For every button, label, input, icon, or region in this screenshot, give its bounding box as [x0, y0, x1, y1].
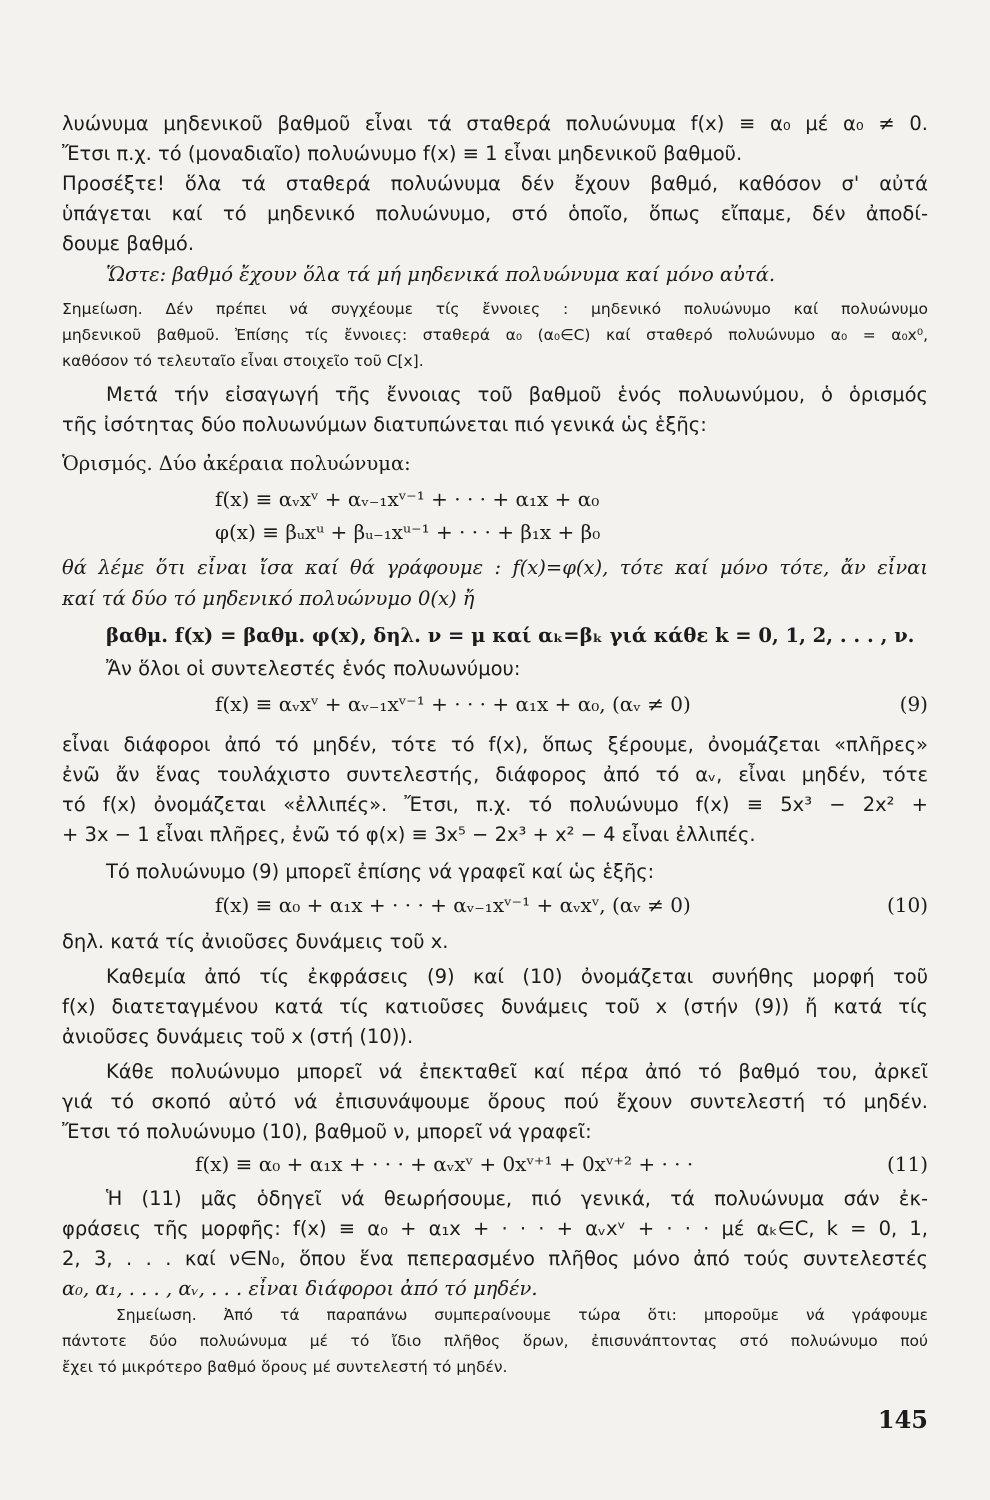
note-line-3: καθόσον τό τελευταῖο εἶναι στοιχεῖο τοῦ C[x]. [62, 352, 424, 370]
text-line-3: Προσέξτε! ὅλα τά σταθερά πολυώνυμα δέν ἔχουν βαθμό, καθόσον σ' αὐτά [62, 172, 928, 195]
equation-phi: φ(x) ≡ βᵤxᵘ + βᵤ₋₁xᵘ⁻¹ + · · · + β₁x + β₀ [215, 520, 601, 544]
page-number: 145 [877, 1405, 928, 1434]
text-line-9: καί τά δύο τό μηδενικό πολυώνυμο 0(x) ἤ [62, 587, 475, 610]
equation-f: f(x) ≡ αᵥxᵛ + αᵥ₋₁xᵛ⁻¹ + · · · + α₁x + α₀ [215, 487, 600, 511]
text-line-4: ὑπάγεται καί τό μηδενικό πολυώνυμο, στό ὁποῖο, ὅπως εἴπαμε, δέν ἀποδί- [62, 202, 928, 225]
text-line-11: εἶναι διάφοροι ἀπό τό μηδέν, τότε τό f(x), ὅπως ξέρουμε, ὀνομάζεται «πλῆρες» [62, 733, 928, 756]
equality-condition: βαθμ. f(x) = βαθμ. φ(x), δηλ. ν = μ καί αₖ=βₖ γιά κάθε k = 0, 1, 2, . . . , ν. [106, 624, 915, 647]
note-line-2: μηδενικοῦ βαθμοῦ. Ἐπίσης τίς ἔννοιες: σταθερά α₀ (α₀∈C) καί σταθερό πολυώνυμο α₀ = α₀x⁰, [62, 326, 928, 344]
text-line-25: 2, 3, . . . καί ν∈N₀, ὅπου ἕνα πεπερασμένο πλῆθος μόνο ἀπό τούς συντελεστές [62, 1247, 928, 1270]
text-line-2: Ἔτσι π.χ. τό (μοναδιαῖο) πολυώνυμο f(x) ≡ 1 εἶναι μηδενικοῦ βαθμοῦ. [62, 142, 743, 165]
text-line-26: α₀, α₁, . . . , αᵥ, . . . εἶναι διάφοροι ἀπό τό μηδέν. [62, 1277, 538, 1300]
note-line-1: Σημείωση. Δέν πρέπει νά συγχέουμε τίς ἔννοιες : μηδενικό πολυώνυμο καί πολυώνυμο [62, 300, 928, 318]
text-line-6: Μετά τήν εἰσαγωγή τῆς ἔννοιας τοῦ βαθμοῦ ἑνός πολυωνύμου, ὁ ὁρισμός [106, 383, 928, 406]
note2-line-2: πάντοτε δύο πολυώνυμα μέ τό ἴδιο πλῆθος ὅρων, ἐπισυνάπτοντας στό πολυώνυμο πού [62, 1332, 928, 1350]
text-line-19: ἀνιοῦσες δυνάμεις τοῦ x (στή (10)). [62, 1025, 414, 1048]
text-line-17: Καθεμία ἀπό τίς ἐκφράσεις (9) καί (10) ὀνομάζεται συνήθης μορφή τοῦ [106, 965, 928, 988]
equation-9: f(x) ≡ αᵥxᵛ + αᵥ₋₁xᵛ⁻¹ + · · · + α₁x + α₀, (αᵥ ≠ 0) [215, 692, 691, 716]
conclusion-line: Ὥστε: βαθμό ἔχουν ὅλα τά μή μηδενικά πολυώνυμα καί μόνο αὐτά. [106, 263, 776, 286]
text-line-5: δουμε βαθμό. [62, 232, 195, 255]
note2-line-3: ἔχει τό μικρότερο βαθμό ὅρους μέ συντελεστή τό μηδέν. [62, 1358, 508, 1376]
equation-number-9: (9) [899, 692, 928, 716]
equation-number-10: (10) [886, 893, 928, 917]
text-line-15: Τό πολυώνυμο (9) μπορεῖ ἐπίσης νά γραφεῖ καί ὡς ἑξῆς: [106, 860, 655, 883]
text-line-14: + 3x − 1 εἶναι πλῆρες, ἐνῶ τό φ(x) ≡ 3x⁵ − 2x³ + x² − 4 εἶναι ἐλλιπές. [62, 823, 756, 846]
text-line-18: f(x) διατεταγμένου κατά τίς κατιοῦσες δυνάμεις τοῦ x (στήν (9)) ἤ κατά τίς [62, 995, 928, 1018]
text-line-10: Ἄν ὅλοι οἱ συντελεστές ἑνός πολυωνύμου: [106, 657, 521, 680]
text-line-21: γιά τό σκοπό αὐτό νά ἐπισυνάψουμε ὅρους πού ἔχουν συντελεστή τό μηδέν. [62, 1090, 928, 1113]
text-line-8: θά λέμε ὅτι εἶναι ἴσα καί θά γράφουμε : f(x)=φ(x), τότε καί μόνο τότε, ἄν εἶναι [62, 556, 928, 579]
text-line-12: ἐνῶ ἄν ἕνας τουλάχιστο συντελεστής, διάφορος ἀπό τό αᵥ, εἶναι μηδέν, τότε [62, 763, 928, 786]
equation-number-11: (11) [886, 1152, 928, 1176]
text-line-23: Ἡ (11) μᾶς ὁδηγεῖ νά θεωρήσουμε, πιό γενικά, τά πολυώνυμα σάν ἐκ- [106, 1187, 928, 1210]
definition-heading: Ὁρισμός. Δύο ἀκέραια πολυώνυμα: [62, 452, 411, 475]
text-line-24: φράσεις τῆς μορφῆς: f(x) ≡ α₀ + α₁x + · · · + αᵥxᵛ + · · · μέ αₖ∈C, k = 0, 1, [62, 1217, 928, 1240]
text-line-1: λυώνυμα μηδενικοῦ βαθμοῦ εἶναι τά σταθερά πολυώνυμα f(x) ≡ α₀ μέ α₀ ≠ 0. [62, 112, 928, 135]
equation-10: f(x) ≡ α₀ + α₁x + · · · + αᵥ₋₁xᵛ⁻¹ + αᵥxᵛ, (αᵥ ≠ 0) [215, 893, 691, 917]
equation-11: f(x) ≡ α₀ + α₁x + · · · + αᵥxᵛ + 0xᵛ⁺¹ + 0xᵛ⁺² + · · · [195, 1152, 694, 1176]
note2-line-1: Σημείωση. Ἀπό τά παραπάνω συμπεραίνουμε τώρα ὅτι: μποροῦμε νά γράφουμε [116, 1306, 928, 1324]
text-line-16: δηλ. κατά τίς ἀνιοῦσες δυνάμεις τοῦ x. [62, 930, 449, 953]
text-line-22: Ἔτσι τό πολυώνυμο (10), βαθμοῦ ν, μπορεῖ νά γραφεῖ: [62, 1120, 592, 1143]
text-line-7: τῆς ἰσότητας δύο πολυωνύμων διατυπώνεται πιό γενικά ὡς ἑξῆς: [62, 413, 707, 436]
text-line-20: Κάθε πολυώνυμο μπορεῖ νά ἐπεκταθεῖ καί πέρα ἀπό τό βαθμό του, ἀρκεῖ [106, 1060, 928, 1083]
text-line-13: τό f(x) ὀνομάζεται «ἐλλιπές». Ἔτσι, π.χ. τό πολυώνυμο f(x) ≡ 5x³ − 2x² + [62, 793, 928, 816]
